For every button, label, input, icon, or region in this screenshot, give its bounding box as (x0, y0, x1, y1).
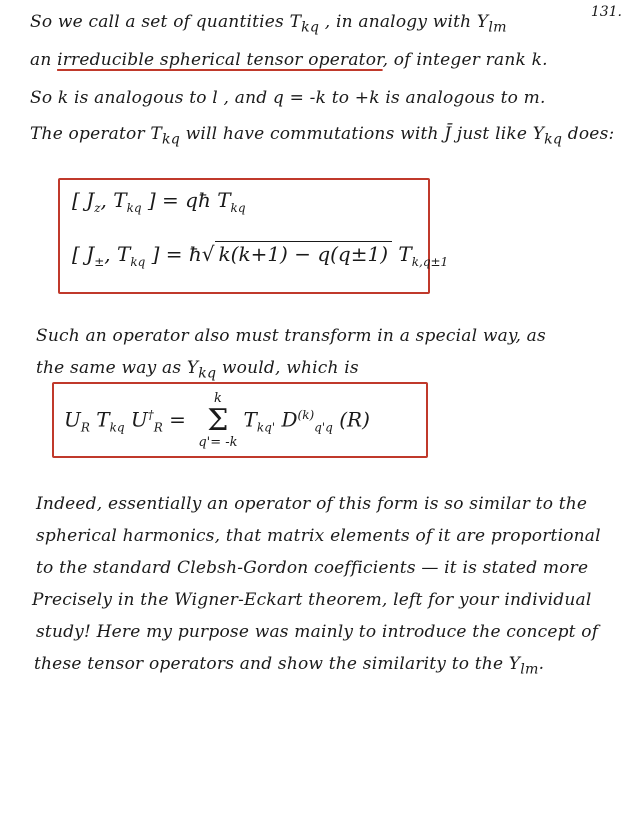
intro-line-4-sub2: kq (544, 131, 563, 148)
closing-line-6-text: these tensor operators and show the similarity to the Y (34, 654, 521, 674)
intro-line-1-end: , in analogy with Y (319, 12, 489, 32)
eq1-lhs2-sub: kq (126, 201, 142, 215)
eq3-term-sub: kq' (256, 420, 276, 435)
commutator-z-equation (72, 188, 246, 215)
commutator-pm-equation (72, 242, 448, 269)
eq3-lhs: U (64, 407, 81, 432)
sum-upper-limit: k (213, 391, 222, 406)
closing-line-3: to the standard Clebsh-Gordon coefficients — it is stated more (36, 558, 589, 578)
closing-line-2: spherical harmonics, that matrix elements of it are proportional (36, 526, 601, 546)
eq3-arg: (R) (332, 407, 370, 432)
mid-line-1: Such an operator also must transform in a special way, as (36, 326, 546, 346)
closing-line-4: Precisely in the Wigner-Eckart theorem, left for your individual (32, 590, 592, 610)
intro-line-1-start: So we call a set of quantities T (30, 12, 302, 32)
eq3-term: T (243, 407, 257, 432)
intro-line-1-sub: kq (301, 19, 320, 36)
closing-line-6-sub: lm (520, 661, 539, 678)
intro-line-1 (30, 12, 507, 35)
eq2-rhs: ] = ħ (145, 242, 202, 266)
transformation-equation (64, 392, 370, 450)
eq3-d: D (275, 407, 298, 432)
eq2-lhs-sub: ± (94, 255, 105, 269)
irreducible-tensor-term: irreducible spherical tensor operator (57, 50, 383, 70)
eq3-u2: U (124, 407, 148, 432)
eq2-lhs2-sub: kq (130, 255, 146, 269)
eq1-rhs: ] = qħ T (141, 188, 231, 212)
eq2-lhs2: , T (104, 242, 131, 266)
eq3-d-sup: (k) (297, 407, 315, 422)
intro-line-4-start: The operator T (30, 124, 162, 144)
closing-line-1: Indeed, essentially an operator of this form is so similar to the (36, 494, 588, 514)
sum-symbol: Σ (207, 403, 229, 438)
sum-lower-limit: q'= -k (198, 435, 238, 450)
intro-line-4-sub: kq (161, 131, 180, 148)
closing-line-6-end: . (538, 654, 545, 674)
eq3-u2-sub: R (153, 420, 163, 435)
eq3-d-sub: q'q (314, 420, 333, 435)
intro-line-1-end-sub: lm (488, 19, 507, 36)
intro-line-3: So k is analogous to l , and q = -k to +k is analogous to m. (30, 88, 546, 108)
eq1-rhs-sub: kq (230, 201, 246, 215)
page-number: 131. (590, 4, 622, 20)
summation (198, 392, 237, 450)
intro-line-2-suffix: , of integer rank k. (382, 50, 548, 70)
mid-line-2-start: the same way as Y (36, 358, 199, 378)
intro-line-4-end: does: (562, 124, 615, 144)
eq2-lhs: [ J (72, 242, 95, 266)
closing-line-5: study! Here my purpose was mainly to introduce the concept of (36, 622, 599, 642)
mid-line-2-end: would, which is (216, 358, 359, 378)
intro-line-2-prefix: an (30, 50, 58, 70)
eq3-t: T (89, 407, 110, 432)
eq2-after-sub: k,q±1 (411, 255, 449, 269)
eq1-lhs2: , T (100, 188, 127, 212)
eq1-lhs-sub: z (94, 201, 101, 215)
eq3-u2-sup: † (147, 407, 154, 422)
intro-line-4 (30, 124, 614, 147)
eq3-lhs-sub: R (80, 420, 90, 435)
mid-line-2 (36, 358, 359, 381)
closing-line-6 (34, 654, 544, 677)
eq3-t-sub: kq (109, 420, 125, 435)
intro-line-2 (30, 50, 548, 70)
eq2-radicand: k(k+1) − q(q±1) (215, 241, 393, 266)
eq2-after: T (392, 242, 412, 266)
intro-line-4-middle: will have commutations with J̄ just like Y (179, 124, 545, 144)
sqrt-sign: √ (201, 242, 215, 266)
eq1-lhs: [ J (72, 188, 95, 212)
mid-line-2-sub: kq (198, 365, 217, 382)
eq3-eq: = (162, 407, 186, 432)
